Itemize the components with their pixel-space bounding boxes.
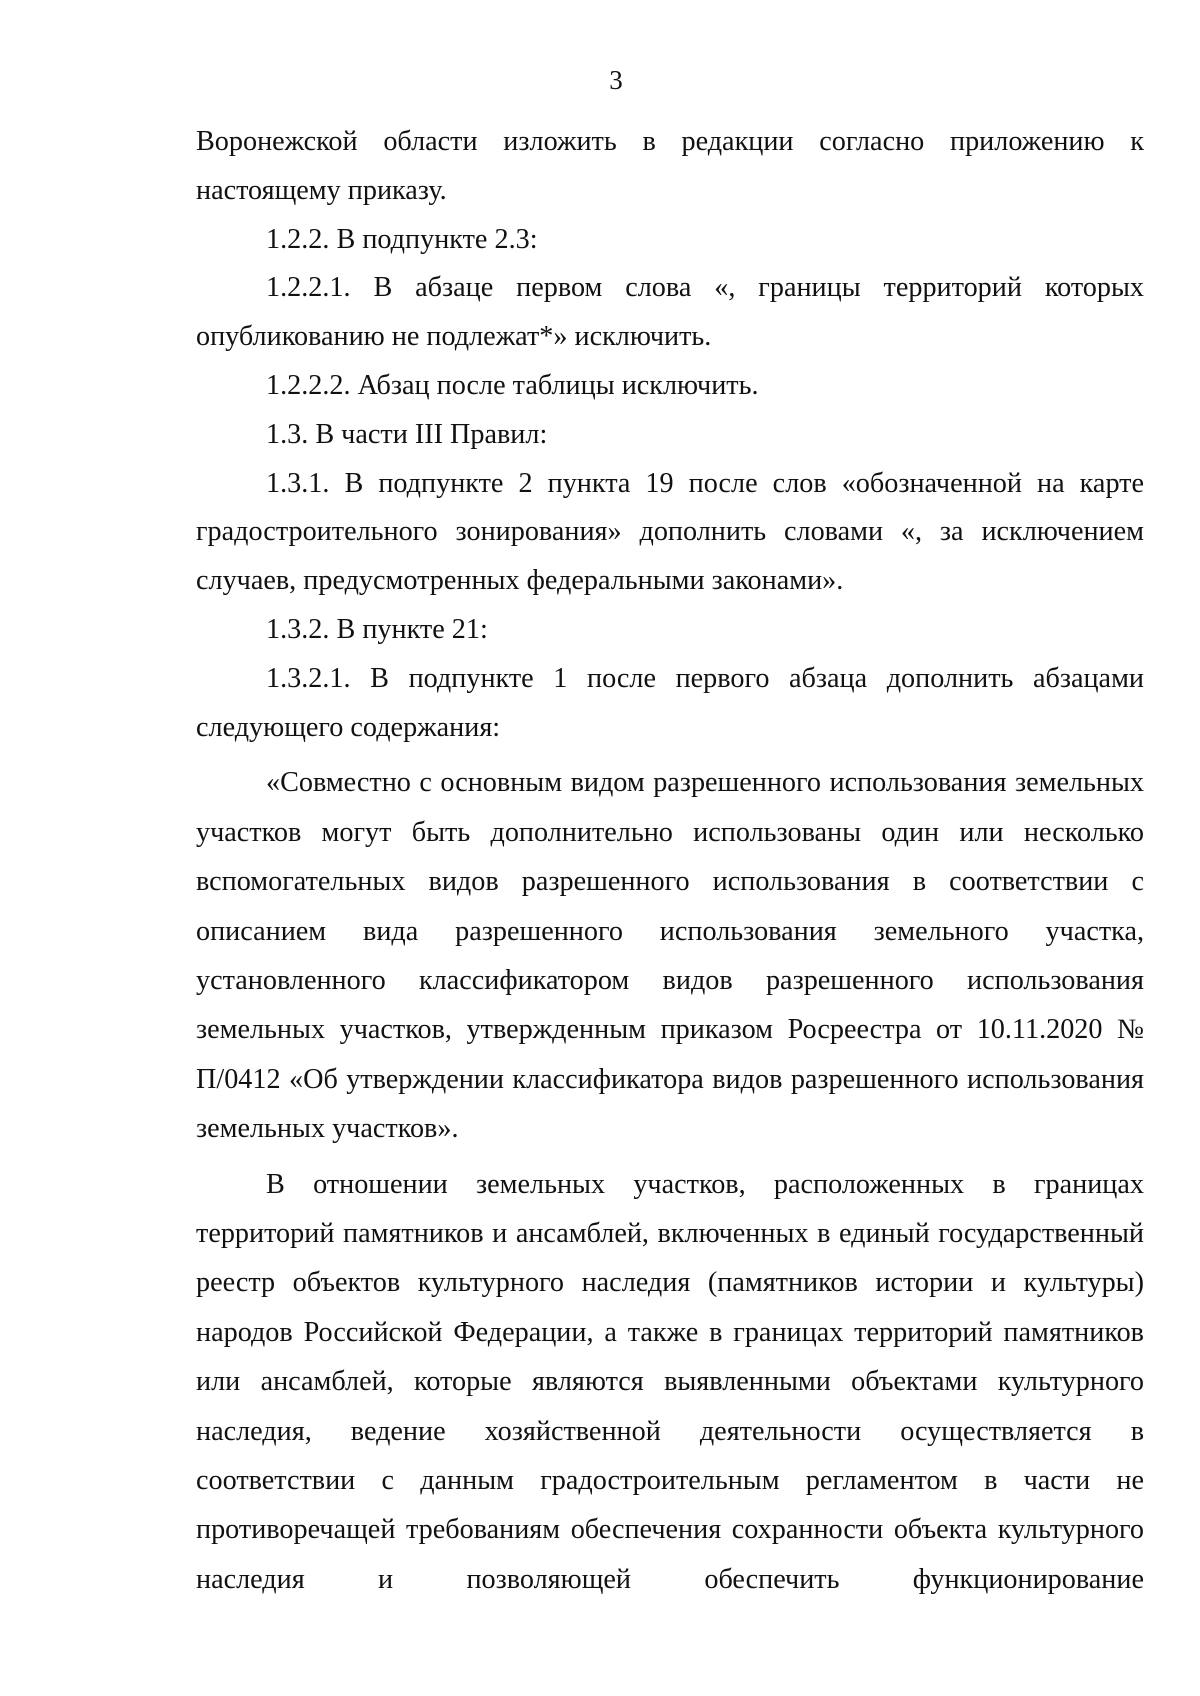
paragraph-continuation: Воронежской области изложить в редакции согласно приложению к настоящему приказу.	[196, 126, 1144, 206]
document-body	[196, 118, 1144, 1604]
quoted-paragraph-auxiliary-use: «Совместно с основным видом разрешенного использования земельных участков могут быть дополнительно использованы один или несколько вспомогательных видов разрешенного использования в соответствии с описанием вида разрешенного использования земельного участка, установленного классификатором видов разрешенного использования земельных участков, утвержденным приказом Росреестра от 10.11.2020 № П/0412 «Об утверждении классификатора видов разрешенного использования земельных участков».	[196, 767, 1144, 1145]
paragraph-1-3: 1.3. В части III Правил:	[266, 418, 548, 450]
paragraph-1-3-2: 1.3.2. В пункте 21:	[266, 613, 488, 645]
paragraph-1-2-2-2: 1.2.2.2. Абзац после таблицы исключить.	[266, 369, 759, 401]
paragraph-1-3-2-1: 1.3.2.1. В подпункте 1 после первого абзаца дополнить абзацами следующего содержания:	[196, 662, 1144, 743]
quoted-paragraph-cultural-heritage: В отношении земельных участков, расположенных в границах территорий памятников и ансамблей, включенных в единый государственный реестр объектов культурного наследия (памятников истории и культуры) народов Российской Федерации, а также в границах территорий памятников или ансамблей, которые являются выявленными объектами культурного наследия, ведение хозяйственной деятельности осуществляется в соответствии с данным градостроительным регламентом в части не противоречащей требованиям обеспечения сохранности объекта культурного наследия и позволяющей обеспечить функционирование	[196, 1168, 1144, 1595]
paragraph-1-2-2: 1.2.2. В подпункте 2.3:	[266, 223, 538, 255]
page-number: 3	[609, 65, 623, 95]
paragraph-1-2-2-1: 1.2.2.1. В абзаце первом слова «, границы территорий которых опубликованию не подлежат*» исключить.	[196, 272, 1144, 353]
paragraph-1-3-1: 1.3.1. В подпункте 2 пункта 19 после слов «обозначенной на карте градостроительного зонирования» дополнить словами «, за исключением случаев, предусмотренных федеральными законами».	[196, 467, 1144, 597]
